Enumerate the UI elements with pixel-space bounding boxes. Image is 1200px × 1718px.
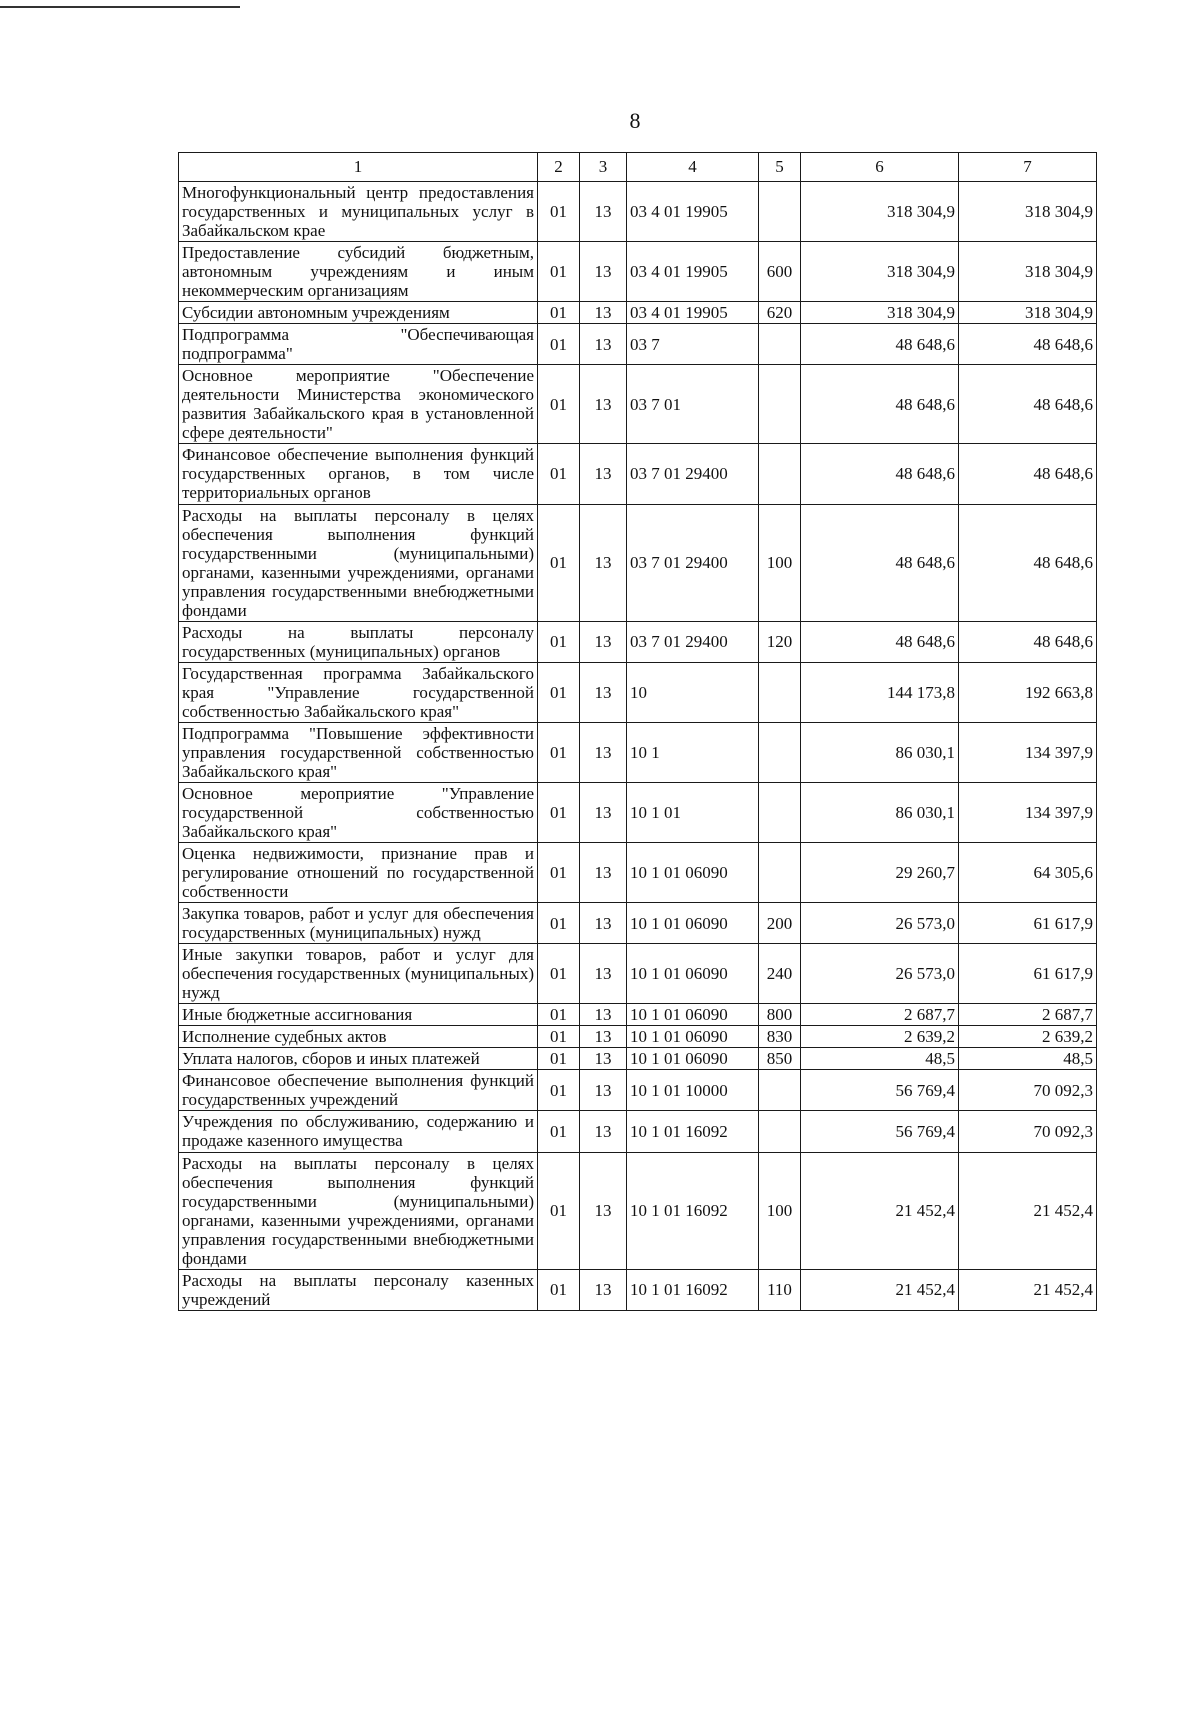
row-amount-1: 48 648,6 [801, 621, 959, 662]
row-subsection: 13 [580, 843, 627, 903]
header-col-1: 1 [179, 153, 538, 182]
row-subsection: 13 [580, 324, 627, 365]
row-amount-1: 21 452,4 [801, 1152, 959, 1269]
row-name: Расходы на выплаты персоналу в целях обеспечения выполнения функций государственными (муниципальными) органами, казенными учреждениями, органами управления государственными внебюджетными фондами [179, 504, 538, 621]
row-subsection: 13 [580, 662, 627, 722]
row-target-code: 10 1 01 16092 [627, 1111, 759, 1152]
table-row [179, 944, 1097, 1004]
budget-table [178, 152, 1097, 1311]
row-name: Закупка товаров, работ и услуг для обеспечения государственных (муниципальных) нужд [179, 903, 538, 944]
row-amount-2: 2 639,2 [959, 1026, 1097, 1048]
row-amount-1: 2 687,7 [801, 1004, 959, 1026]
row-amount-2: 61 617,9 [959, 903, 1097, 944]
row-amount-1: 48 648,6 [801, 504, 959, 621]
row-section: 01 [538, 302, 580, 324]
row-amount-2: 70 092,3 [959, 1111, 1097, 1152]
table-row [179, 1026, 1097, 1048]
row-target-code: 10 1 01 06090 [627, 843, 759, 903]
row-amount-1: 86 030,1 [801, 722, 959, 782]
row-section: 01 [538, 182, 580, 242]
row-subsection: 13 [580, 722, 627, 782]
row-amount-1: 26 573,0 [801, 903, 959, 944]
row-section: 01 [538, 621, 580, 662]
row-target-code: 10 1 01 16092 [627, 1269, 759, 1310]
header-col-5: 5 [759, 153, 801, 182]
row-name: Подпрограмма "Обеспечивающая подпрограмма" [179, 324, 538, 365]
row-amount-1: 2 639,2 [801, 1026, 959, 1048]
row-expense-type: 200 [759, 903, 801, 944]
row-section: 01 [538, 365, 580, 444]
row-target-code: 03 4 01 19905 [627, 242, 759, 302]
row-section: 01 [538, 324, 580, 365]
row-amount-2: 48 648,6 [959, 621, 1097, 662]
row-target-code: 10 1 01 06090 [627, 903, 759, 944]
table-row [179, 782, 1097, 842]
row-amount-1: 144 173,8 [801, 662, 959, 722]
row-target-code: 03 7 01 [627, 365, 759, 444]
table-row [179, 722, 1097, 782]
row-amount-2: 48 648,6 [959, 444, 1097, 504]
row-target-code: 03 7 01 29400 [627, 504, 759, 621]
row-target-code: 10 1 01 06090 [627, 944, 759, 1004]
row-subsection: 13 [580, 1152, 627, 1269]
row-section: 01 [538, 782, 580, 842]
table-row [179, 302, 1097, 324]
row-subsection: 13 [580, 1048, 627, 1070]
row-amount-2: 134 397,9 [959, 782, 1097, 842]
row-amount-2: 61 617,9 [959, 944, 1097, 1004]
row-target-code: 10 1 01 06090 [627, 1004, 759, 1026]
row-subsection: 13 [580, 242, 627, 302]
row-section: 01 [538, 662, 580, 722]
table-row [179, 621, 1097, 662]
header-col-3: 3 [580, 153, 627, 182]
row-amount-1: 48 648,6 [801, 324, 959, 365]
row-amount-1: 56 769,4 [801, 1111, 959, 1152]
row-amount-2: 70 092,3 [959, 1070, 1097, 1111]
row-name: Государственная программа Забайкальского края "Управление государственной собственностью Забайкальского края" [179, 662, 538, 722]
header-col-7: 7 [959, 153, 1097, 182]
row-target-code: 03 4 01 19905 [627, 182, 759, 242]
row-subsection: 13 [580, 903, 627, 944]
row-amount-1: 48 648,6 [801, 365, 959, 444]
row-name: Расходы на выплаты персоналу казенных учреждений [179, 1269, 538, 1310]
row-section: 01 [538, 1111, 580, 1152]
row-expense-type: 120 [759, 621, 801, 662]
row-target-code: 03 4 01 19905 [627, 302, 759, 324]
table-row [179, 1152, 1097, 1269]
row-target-code: 10 [627, 662, 759, 722]
table-row [179, 365, 1097, 444]
row-name: Иные закупки товаров, работ и услуг для обеспечения государственных (муниципальных) нужд [179, 944, 538, 1004]
row-amount-1: 26 573,0 [801, 944, 959, 1004]
row-expense-type [759, 782, 801, 842]
row-subsection: 13 [580, 1026, 627, 1048]
row-name: Оценка недвижимости, признание прав и регулирование отношений по государственной собственности [179, 843, 538, 903]
row-name: Финансовое обеспечение выполнения функций государственных учреждений [179, 1070, 538, 1111]
table-row [179, 242, 1097, 302]
row-subsection: 13 [580, 944, 627, 1004]
row-section: 01 [538, 843, 580, 903]
row-expense-type [759, 722, 801, 782]
row-expense-type: 110 [759, 1269, 801, 1310]
row-amount-1: 86 030,1 [801, 782, 959, 842]
row-name: Многофункциональный центр предоставления государственных и муниципальных услуг в Забайкальском крае [179, 182, 538, 242]
row-section: 01 [538, 1048, 580, 1070]
page-number: 8 [629, 108, 641, 133]
row-amount-2: 64 305,6 [959, 843, 1097, 903]
row-expense-type: 830 [759, 1026, 801, 1048]
row-expense-type: 100 [759, 504, 801, 621]
row-expense-type [759, 662, 801, 722]
row-name: Субсидии автономным учреждениям [179, 302, 538, 324]
row-subsection: 13 [580, 1111, 627, 1152]
row-amount-1: 318 304,9 [801, 302, 959, 324]
row-expense-type [759, 1111, 801, 1152]
row-amount-2: 21 452,4 [959, 1152, 1097, 1269]
row-section: 01 [538, 444, 580, 504]
row-expense-type: 100 [759, 1152, 801, 1269]
row-section: 01 [538, 722, 580, 782]
row-expense-type: 600 [759, 242, 801, 302]
row-amount-2: 48 648,6 [959, 365, 1097, 444]
table-row [179, 1269, 1097, 1310]
row-section: 01 [538, 1152, 580, 1269]
row-subsection: 13 [580, 444, 627, 504]
header-col-2: 2 [538, 153, 580, 182]
table-row [179, 1111, 1097, 1152]
row-expense-type [759, 324, 801, 365]
row-section: 01 [538, 903, 580, 944]
row-amount-2: 48 648,6 [959, 324, 1097, 365]
row-target-code: 10 1 01 [627, 782, 759, 842]
row-target-code: 10 1 01 16092 [627, 1152, 759, 1269]
row-amount-1: 29 260,7 [801, 843, 959, 903]
row-amount-2: 134 397,9 [959, 722, 1097, 782]
row-amount-2: 48 648,6 [959, 504, 1097, 621]
row-target-code: 03 7 01 29400 [627, 444, 759, 504]
row-expense-type: 620 [759, 302, 801, 324]
row-target-code: 10 1 [627, 722, 759, 782]
row-expense-type: 800 [759, 1004, 801, 1026]
row-amount-2: 48,5 [959, 1048, 1097, 1070]
row-name: Учреждения по обслуживанию, содержанию и продаже казенного имущества [179, 1111, 538, 1152]
row-name: Иные бюджетные ассигнования [179, 1004, 538, 1026]
row-subsection: 13 [580, 365, 627, 444]
table-row [179, 1004, 1097, 1026]
table-row [179, 843, 1097, 903]
header-col-4: 4 [627, 153, 759, 182]
row-amount-2: 318 304,9 [959, 242, 1097, 302]
row-name: Расходы на выплаты персоналу государственных (муниципальных) органов [179, 621, 538, 662]
row-subsection: 13 [580, 504, 627, 621]
row-target-code: 10 1 01 06090 [627, 1026, 759, 1048]
table-row [179, 662, 1097, 722]
row-name: Исполнение судебных актов [179, 1026, 538, 1048]
row-section: 01 [538, 1026, 580, 1048]
row-name: Подпрограмма "Повышение эффективности управления государственной собственностью Забайкальского края" [179, 722, 538, 782]
row-name: Предоставление субсидий бюджетным, автономным учреждениям и иным некоммерческим организациям [179, 242, 538, 302]
row-amount-2: 192 663,8 [959, 662, 1097, 722]
table-row [179, 1070, 1097, 1111]
row-amount-1: 318 304,9 [801, 242, 959, 302]
row-amount-2: 318 304,9 [959, 302, 1097, 324]
row-name: Расходы на выплаты персоналу в целях обеспечения выполнения функций государственными (муниципальными) органами, казенными учреждениями, органами управления государственными внебюджетными фондами [179, 1152, 538, 1269]
row-subsection: 13 [580, 182, 627, 242]
row-subsection: 13 [580, 302, 627, 324]
row-amount-1: 318 304,9 [801, 182, 959, 242]
row-subsection: 13 [580, 1004, 627, 1026]
row-amount-1: 48 648,6 [801, 444, 959, 504]
row-target-code: 03 7 [627, 324, 759, 365]
row-expense-type [759, 444, 801, 504]
row-expense-type [759, 1070, 801, 1111]
row-amount-1: 48,5 [801, 1048, 959, 1070]
table-row [179, 324, 1097, 365]
row-section: 01 [538, 1004, 580, 1026]
row-section: 01 [538, 1070, 580, 1111]
row-name: Основное мероприятие "Обеспечение деятельности Министерства экономического развития Забайкальского края в установленной сфере деятельности" [179, 365, 538, 444]
row-target-code: 03 7 01 29400 [627, 621, 759, 662]
row-expense-type [759, 182, 801, 242]
row-target-code: 10 1 01 10000 [627, 1070, 759, 1111]
row-expense-type [759, 843, 801, 903]
row-amount-2: 318 304,9 [959, 182, 1097, 242]
row-expense-type: 240 [759, 944, 801, 1004]
row-subsection: 13 [580, 782, 627, 842]
table-row [179, 182, 1097, 242]
header-row [179, 153, 1097, 182]
table-row [179, 1048, 1097, 1070]
row-amount-1: 56 769,4 [801, 1070, 959, 1111]
row-section: 01 [538, 944, 580, 1004]
row-subsection: 13 [580, 621, 627, 662]
header-col-6: 6 [801, 153, 959, 182]
row-expense-type: 850 [759, 1048, 801, 1070]
row-section: 01 [538, 242, 580, 302]
row-section: 01 [538, 1269, 580, 1310]
row-amount-2: 2 687,7 [959, 1004, 1097, 1026]
row-name: Основное мероприятие "Управление государственной собственностью Забайкальского края" [179, 782, 538, 842]
row-name: Финансовое обеспечение выполнения функций государственных органов, в том числе территориальных органов [179, 444, 538, 504]
row-target-code: 10 1 01 06090 [627, 1048, 759, 1070]
row-subsection: 13 [580, 1070, 627, 1111]
row-amount-2: 21 452,4 [959, 1269, 1097, 1310]
scan-edge-line [0, 6, 240, 8]
row-name: Уплата налогов, сборов и иных платежей [179, 1048, 538, 1070]
row-expense-type [759, 365, 801, 444]
table-body [179, 182, 1097, 1311]
table-row [179, 504, 1097, 621]
row-section: 01 [538, 504, 580, 621]
table-row [179, 444, 1097, 504]
table-row [179, 903, 1097, 944]
row-amount-1: 21 452,4 [801, 1269, 959, 1310]
row-subsection: 13 [580, 1269, 627, 1310]
